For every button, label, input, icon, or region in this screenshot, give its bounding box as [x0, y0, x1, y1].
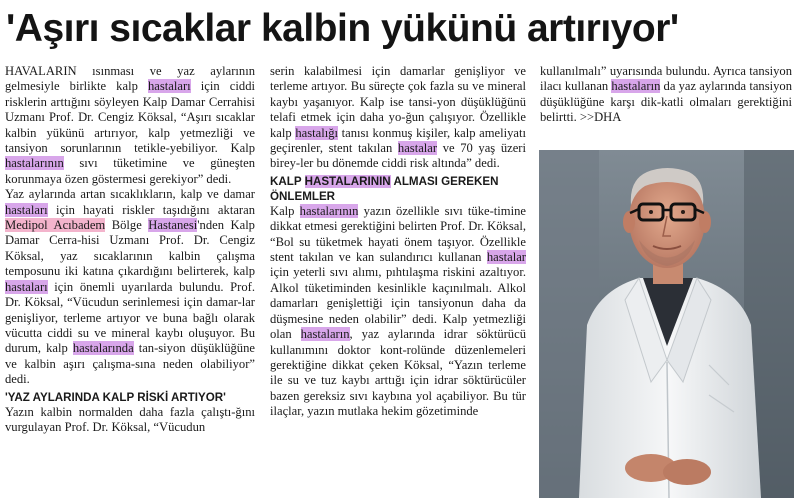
doctor-photo [539, 150, 794, 498]
highlighted-term: hastalarının [299, 203, 359, 218]
paragraph: serin kalabilmesi için damarlar genişliyor ve terleme artıyor. Bu süreçte çok fazla su ve mineral kaybı yaşanıyor. Kalp ise tansi-yon düşüklüğünü telafi etmek için daha yo-ğun çalışıyor. Özellikle kalp hastalığı tanısı konmuş kişiler, kalp ameliyatı geçirenler, stent takılan hastalar ve 70 yaş üzeri birey-ler bu dönemde ciddi risk altında” dedi. [270, 64, 527, 171]
highlighted-term: hastalar [397, 141, 438, 156]
highlighted-term: hastaları [148, 79, 191, 94]
doctor-portrait-illustration [539, 150, 794, 498]
highlighted-term: Medipol Acıbadem [5, 218, 106, 233]
paragraph: HAVALARIN ısınması ve yaz aylarının gelmesiyle birlikte kalp hastaları için ciddi risklerin arttığını söyleyen Kalp Damar Cerrahisi Uzmanı Prof. Dr. Cengiz Köksal, “Aşırı sıcaklar kalbin yükünü artırıyor, kalp yetmezliği ve tansiyon sorunlarının tetikle-yebiliyor. Kalp hastalarının sıvı tüketimine ve güneşten korunmaya özen göstermesi gerekiyor” dedi. [5, 64, 255, 186]
column-1 [5, 64, 255, 435]
highlighted-term: hastaların [300, 327, 350, 342]
headline: 'Aşırı sıcaklar kalbin yükünü artırıyor' [6, 7, 679, 50]
column-2 [270, 64, 526, 420]
subheading: 'YAZ AYLARINDA KALP RİSKİ ARTIYOR' [5, 390, 226, 404]
highlighted-term: hastalarının [5, 156, 64, 171]
paragraph: Yazın kalbin normalden daha fazla çalıştı-ğını vurgulayan Prof. Dr. Köksal, “Vücudun [5, 404, 255, 434]
highlighted-term: HASTALARININ [304, 174, 391, 188]
subheading: KALP HASTALARININ ALMASI GEREKEN ÖNLEMLER [270, 174, 499, 203]
highlighted-term: hastaları [5, 279, 48, 294]
paragraph: kullanılmalı” uyarısında bulundu. Ayrıca tansiyon ilacı kullanan hastaların da yaz aylarında tansiyon düşüklüğüne karşı dik-katli olmaları gerektiğini belirtti. >>DHA [540, 64, 792, 125]
column-3 [540, 64, 792, 126]
highlighted-term: hastalığı [295, 125, 338, 140]
paragraph: Kalp hastalarının yazın özellikle sıvı tüke-timine dikkat etmesi gerektiğini belirten Prof. Dr. Köksal, “Bol su tüketmek hayati önem taşıyor. Özellikle stent takılan ve kan sulandırıcı kullanan hastalar için yeterli sıvı alımı, pıhtılaşma riskini azaltıyor. Alkol tüketiminden kesinlikle kaçınılmalı. Alkol damarları genişlettiği için tansiyonun daha da düşmesine neden olabilir” dedi. Kalp yetmezliği olan hastaların, yaz aylarında idrar söktürücü kullanımını doktor kont-rolünde düzenlemeleri gerektiğine dikkat çeken Köksal, “Yazın terleme ile su ve tuz kaybı arttığı için idrar söktürücüler bazen gereksiz sıvı kaybına yol açabiliyor. Bu tür ilaçlar, yazın mutlaka hekim gözetiminde [270, 203, 526, 419]
highlighted-term: hastalarında [72, 341, 134, 356]
paragraph: Yaz aylarında artan sıcaklıkların, kalp ve damar hastaları için hayati riskler taşıdığını aktaran Medipol Acıbadem Bölge Hastanesi'nden Kalp Damar Cerra-hisi Uzmanı Prof. Dr. Cengiz Köksal, yaz sıcaklarının kalbin çalışma temposunu iki katına çıkardığını belirterek, kalp hastaları için önemli uyarılarda bulundu. Prof. Dr. Köksal, “Vücudun serinlemesi için damar-lar genişliyor, terleme artıyor ve buna bağlı olarak vücutta ciddi su ve mineral kaybı oluşuyor. Bu durum, kalp hastalarında tan-siyon düşüklüğüne ve kalbin aşırı çalışma-sına neden olabiliyor” dedi. [5, 187, 255, 387]
highlighted-term: hastaların [611, 79, 661, 94]
highlighted-term: Hastanesi [148, 218, 198, 233]
highlighted-term: hastalar [486, 250, 526, 265]
highlighted-term: hastaları [5, 202, 48, 217]
